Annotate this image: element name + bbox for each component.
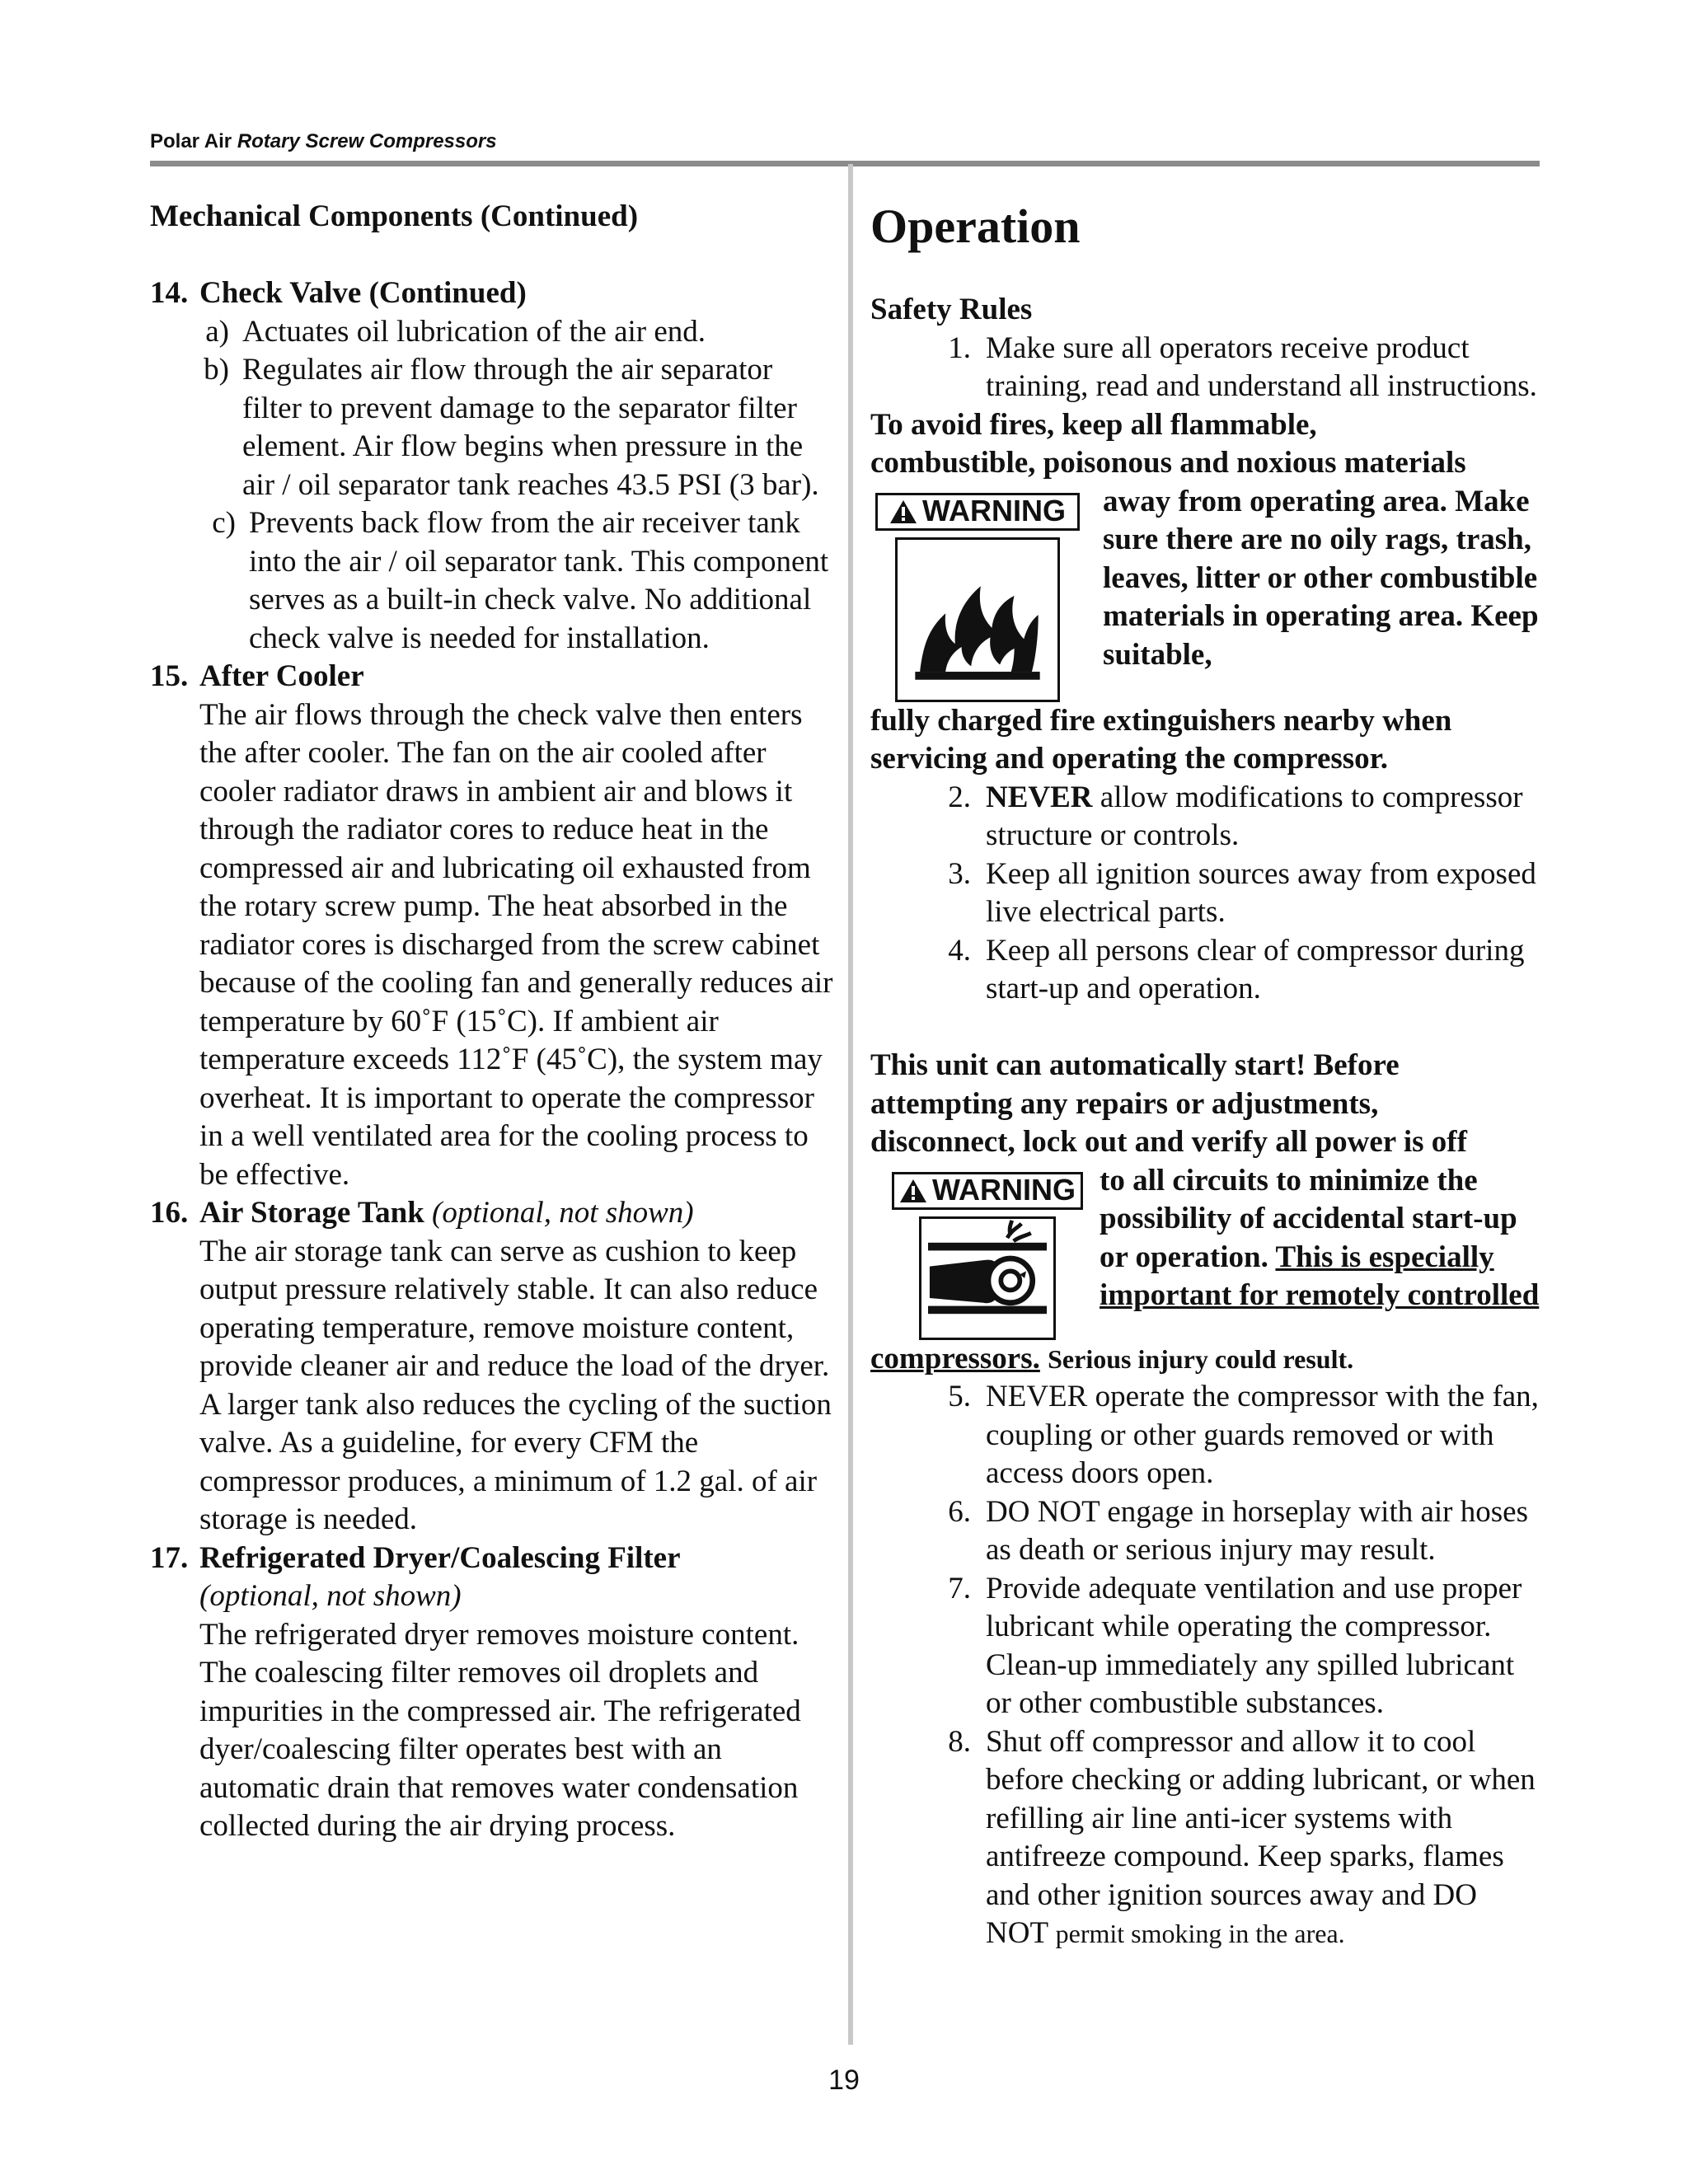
item-note: (optional, not shown)	[432, 1196, 694, 1230]
rule-item: 1. Make sure all operators receive product training, read and understand all instructions.	[948, 330, 1537, 403]
item-body: The air storage tank can serve as cushion to keep output pressure relatively stable. It can also reduce operating temperature, remove moisture content, provide cleaner air and reduce the load of the dryer. A larger tank also reduces the cycling of the suction valve. As a guideline, for every CFM the compressor produces, a minimum of 1.2 gal. of air storage is needed.	[199, 1234, 832, 1536]
item-title: After Cooler	[199, 659, 364, 693]
rule-item: 2. NEVER allow modifications to compressor structure or controls.	[948, 780, 1523, 852]
alert-triangle-icon	[889, 499, 917, 524]
page-heading: Operation	[870, 199, 1081, 253]
rule-item: 7. Provide adequate ventilation and use proper lubricant while operating the compressor. Clean-up immediately any spilled lubricant or other combustible substances.	[948, 1571, 1522, 1720]
sub-item: a) Actuates oil lubrication of the air end.	[205, 314, 706, 349]
header-product: Rotary Screw Compressors	[237, 130, 497, 152]
item-title: Refrigerated Dryer/Coalescing Filter	[199, 1540, 681, 1575]
item-body: The air flows through the check valve then enters the after cooler. The fan on the air cooled after cooler radiator draws in ambient air and blows it through the radiator cores to reduce heat in the compressed air and lubricating oil exhausted from the rotary screw pump. The heat absorbed in the radiator cores is discharged from the screw cabinet because of the cooling fan and generally reduces air temperature by 60˚F (15˚C). If ambient air temperature exceeds 112˚F (45˚C), the system may overheat. It is important to operate the compressor in a well ventilated area for the cooling process to be effective.	[199, 697, 833, 1192]
alert-triangle-icon	[899, 1179, 927, 1203]
item-note: (optional, not shown)	[199, 1579, 462, 1613]
rule-item: 4. Keep all persons clear of compressor during start-up and operation.	[948, 933, 1525, 1005]
hand-entanglement-icon	[919, 1216, 1056, 1340]
warning-label: WARNING	[875, 493, 1080, 531]
safety-rules-title: Safety Rules	[870, 293, 1033, 326]
item-title: Air Storage Tank	[199, 1196, 424, 1230]
sub-item: c) Prevents back flow from the air receiver tank into the air / oil separator tank. This component serves as a built-in check valve. No additional check valve is needed for installation.	[212, 506, 829, 655]
item-check-valve: 14. Check Valve (Continued)	[150, 274, 834, 313]
page-number: 19	[828, 2064, 860, 2096]
rule-item: 8. Shut off compressor and allow it to cool before checking or adding lubricant, or when refilling air line anti-icer systems with antifreeze compound. Keep sparks, flames and other ignition sources away and DO NOT permit smoking in the area.	[948, 1724, 1536, 1950]
item-body: The refrigerated dryer removes moisture content. The coalescing filter removes oil droplets and impurities in the compressed air. The refrigerated dyer/coalescing filter operates best with an automatic drain that removes water condensation collected during the air drying process.	[199, 1617, 801, 1843]
sub-item: b) Regulates air flow through the air separator filter to prevent damage to the separator filter element. Air flow begins when pressure in the air / oil separator tank reaches 43.5 PSI (3 bar).	[204, 353, 819, 502]
rule-item: 5. NEVER operate the compressor with the fan, coupling or other guards removed or with access doors open.	[948, 1380, 1539, 1490]
left-column	[150, 198, 834, 1846]
warning-sign	[875, 493, 1080, 702]
right-column	[870, 198, 1546, 1953]
fire-warning-block: To avoid fires, keep all flammable, combustible, poisonous and noxious materials WARNING away from operating area. Make sure there are no oily rags, trash, leaves, litter or other combustible materials in operating area. Keep suitable, fully charged fire extinguishers nearby when servicing and operating the compressor.	[870, 407, 1539, 776]
warning-label: WARNING	[892, 1172, 1083, 1210]
column-divider	[848, 164, 853, 2045]
warning-sign	[892, 1172, 1083, 1340]
item-title: Check Valve (Continued)	[199, 276, 527, 310]
item-after-cooler: 15. After Cooler	[150, 658, 834, 696]
header-rule	[150, 161, 1540, 166]
fire-hazard-icon	[895, 537, 1060, 702]
header-brand: Polar Air	[150, 130, 232, 152]
rule-item: 3. Keep all ignition sources away from exposed live electrical parts.	[948, 856, 1536, 929]
rule-item: 6. DO NOT engage in horseplay with air hoses as death or serious injury may result.	[948, 1494, 1528, 1567]
section-title: Mechanical Components (Continued)	[150, 199, 639, 233]
item-air-storage-tank: 16. Air Storage Tank (optional, not shown)	[150, 1196, 694, 1230]
running-header	[150, 130, 497, 153]
item-refrigerated-dryer: 17. Refrigerated Dryer/Coalescing Filter	[150, 1540, 834, 1578]
auto-start-warning-block: This unit can automatically start! Before attempting any repairs or adjustments, disconnect, lock out and verify all power is off WARNING to all circuits to minimize the possibility of accidental start-up or operation. This is especially important for remotely controlled compressors. Serious injury could result.	[870, 1048, 1540, 1376]
